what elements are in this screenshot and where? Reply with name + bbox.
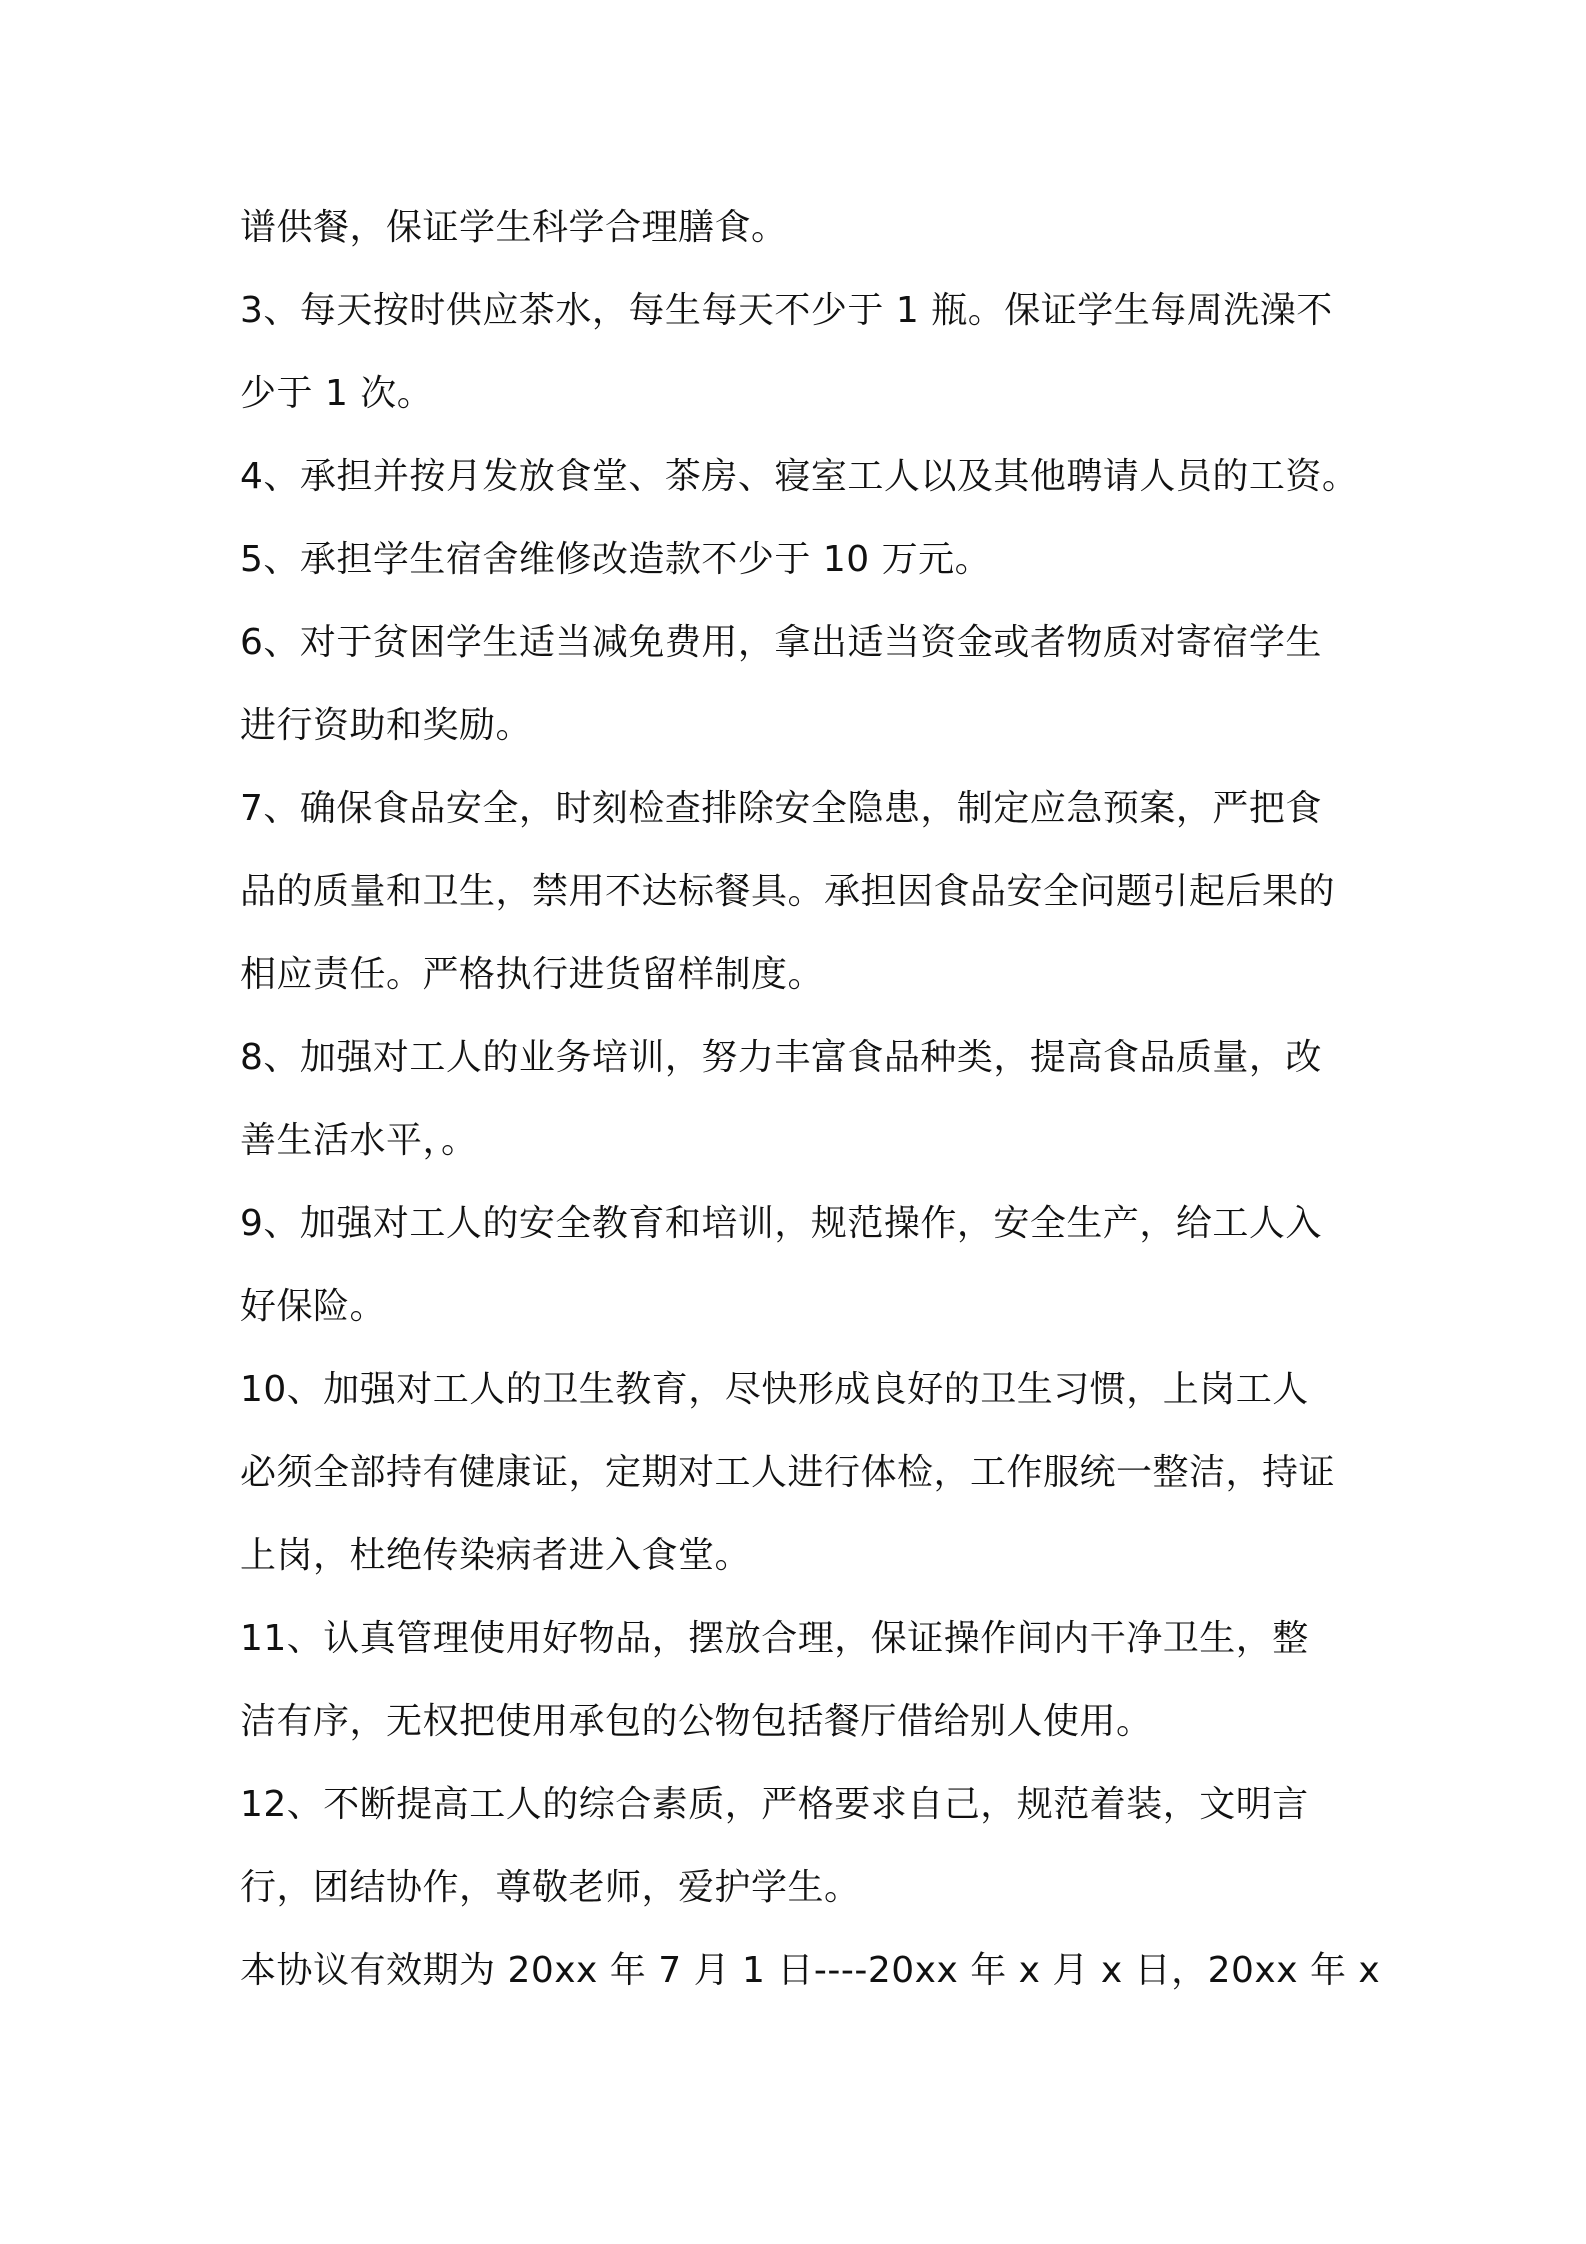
text-line: 上岗，杜绝传染病者进入食堂。: [240, 1535, 752, 1576]
text-line: 3、每天按时供应茶水，每生每天不少于 1 瓶。保证学生每周洗澡不: [240, 290, 1333, 331]
text-line: 10、加强对工人的卫生教育，尽快形成良好的卫生习惯，上岗工人: [240, 1369, 1309, 1410]
text-line: 品的质量和卫生，禁用不达标餐具。承担因食品安全问题引起后果的: [240, 871, 1336, 912]
text-line: 5、承担学生宿舍维修改造款不少于 10 万元。: [240, 539, 992, 580]
text-line: 善生活水平，。: [240, 1120, 478, 1161]
text-line: 7、确保食品安全，时刻检查排除安全隐患，制定应急预案，严把食: [240, 788, 1322, 829]
text-line: 必须全部持有健康证，定期对工人进行体检，工作服统一整洁，持证: [240, 1452, 1336, 1493]
document-body: [240, 186, 1380, 2012]
text-line: 9、加强对工人的安全教育和培训，规范操作，安全生产，给工人入: [240, 1203, 1322, 1244]
text-line: 洁有序，无权把使用承包的公物包括餐厅借给别人使用。: [240, 1701, 1153, 1742]
text-line: 8、加强对工人的业务培训，努力丰富食品种类，提高食品质量，改: [240, 1037, 1322, 1078]
text-line: 进行资助和奖励。: [240, 705, 533, 746]
text-line: 相应责任。严格执行进货留样制度。: [240, 954, 825, 995]
text-line: 行，团结协作，尊敬老师，爱护学生。: [240, 1867, 861, 1908]
text-line: 本协议有效期为 20xx 年 7 月 1 日----20xx 年 x 月 x 日，20xx 年 x: [240, 1950, 1381, 1991]
text-line: 4、承担并按月发放食堂、茶房、寝室工人以及其他聘请人员的工资。: [240, 456, 1359, 497]
text-line: 好保险。: [240, 1286, 387, 1327]
text-line: 6、对于贫困学生适当减免费用，拿出适当资金或者物质对寄宿学生: [240, 622, 1322, 663]
text-line: 11、认真管理使用好物品，摆放合理，保证操作间内干净卫生，整: [240, 1618, 1309, 1659]
text-line: 少于 1 次。: [240, 373, 434, 414]
text-line: 12、不断提高工人的综合素质，严格要求自己，规范着装，文明言: [240, 1784, 1309, 1825]
text-line: 谱供餐，保证学生科学合理膳食。: [240, 207, 788, 248]
